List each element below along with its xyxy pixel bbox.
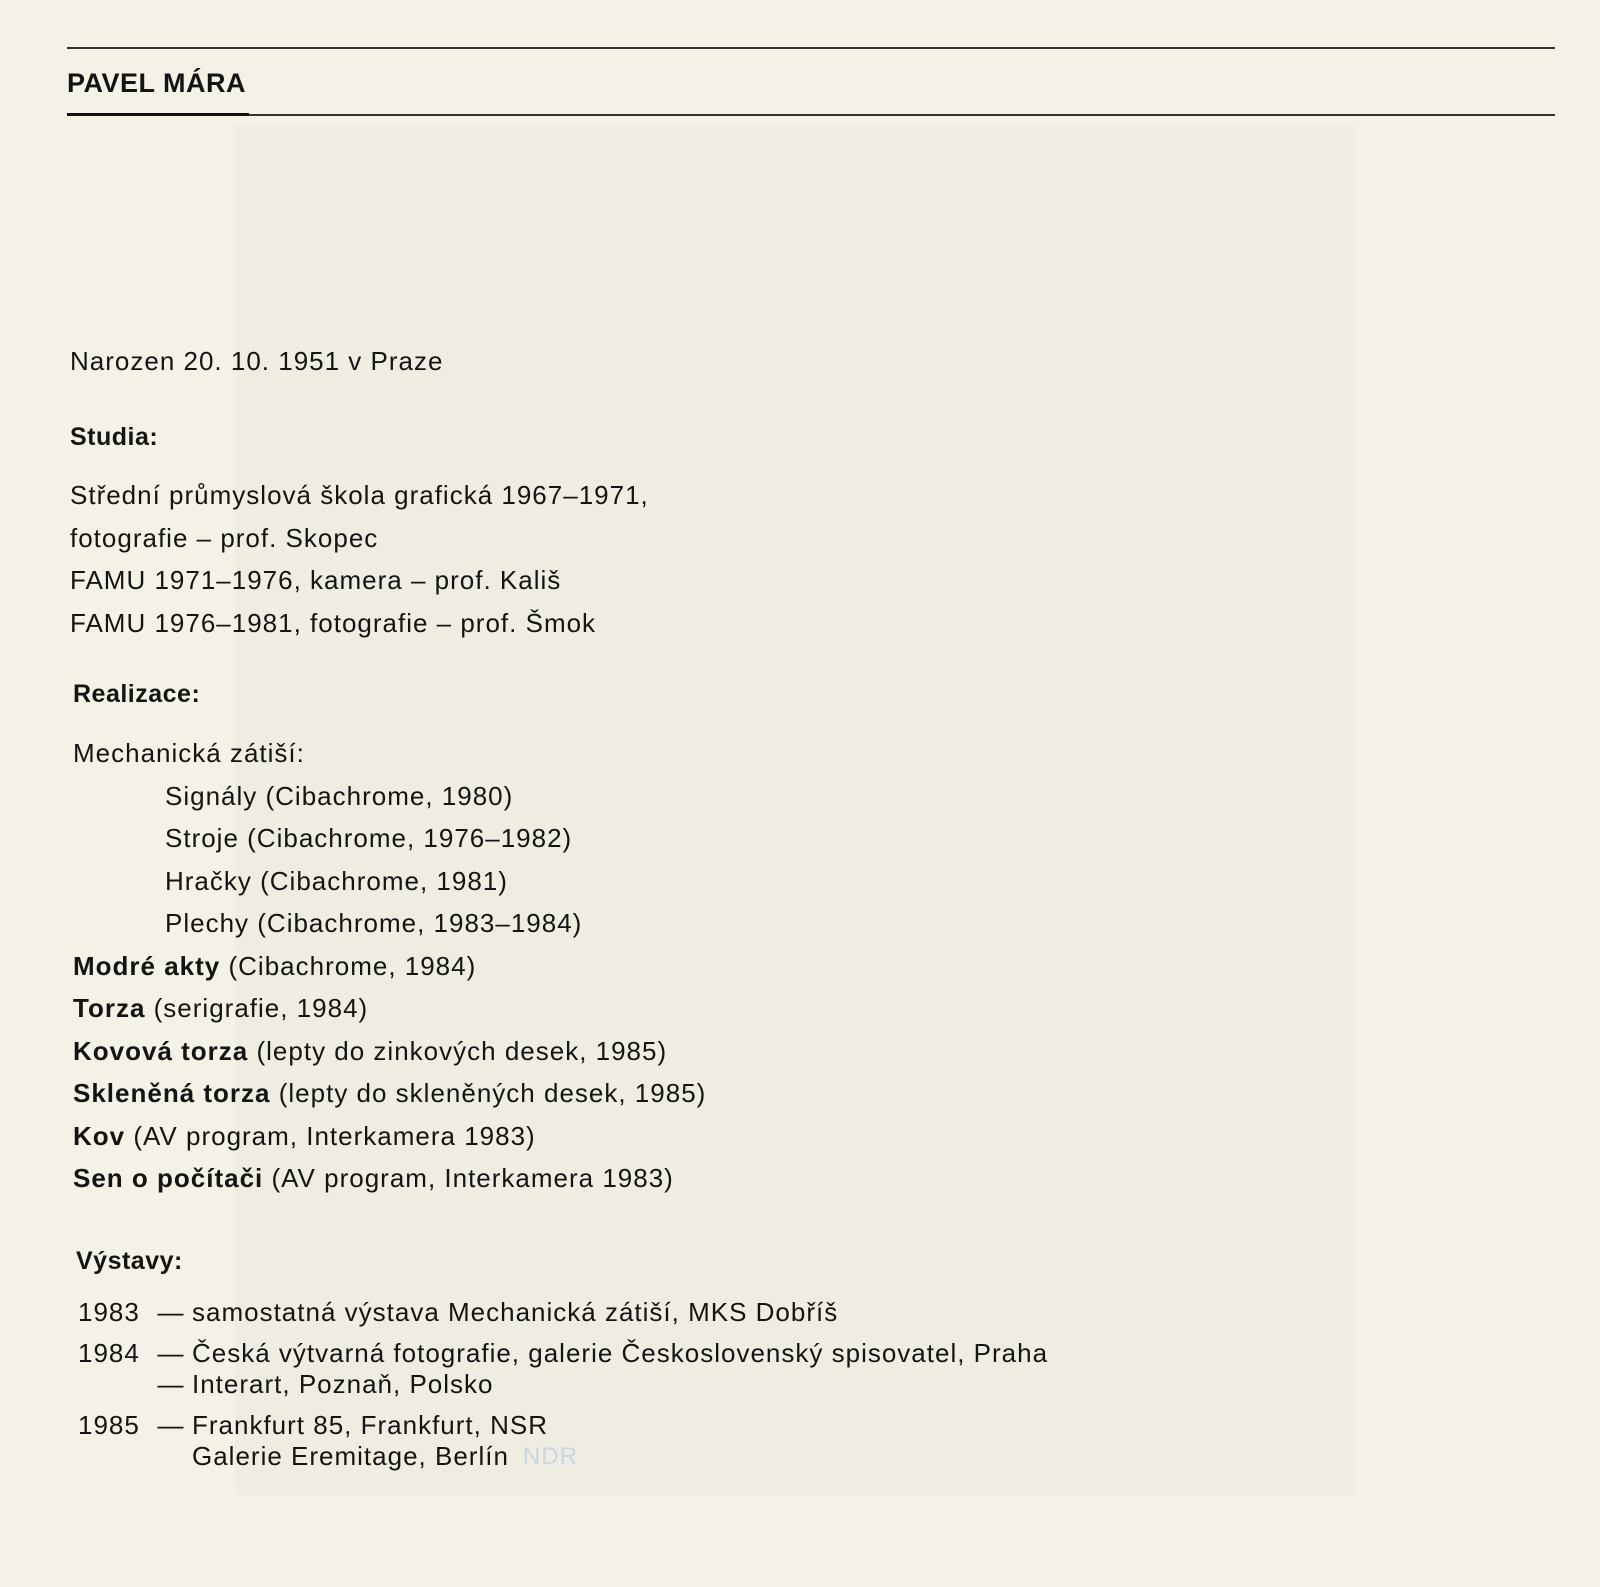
realizace-item-title: Modré akty	[73, 950, 221, 981]
realizace-item-detail: (AV program, Interkamera 1983)	[263, 1163, 674, 1193]
realizace-item-detail: (Cibachrome, 1984)	[220, 950, 477, 981]
realizace-item-title: Kovová torza	[73, 1035, 249, 1066]
vystavy-entry	[78, 1338, 1048, 1400]
vystavy-text: samostatná výstava Mechanická zátiší, MKS Dobříš	[192, 1297, 839, 1327]
vystavy-year: 1983	[78, 1297, 140, 1327]
bottom-rule-accent	[67, 113, 249, 116]
studia-line: Střední průmyslová škola grafická 1967–1971,	[70, 480, 649, 510]
vystavy-list	[78, 1297, 1048, 1482]
vystavy-heading: Výstavy:	[76, 1247, 183, 1275]
realizace-sub-item: Hračky (Cibachrome, 1981)	[165, 865, 508, 896]
realizace-group-title: Mechanická zátiší:	[73, 738, 305, 768]
vystavy-year: 1984	[78, 1338, 140, 1368]
realizace-item	[73, 1030, 706, 1073]
realizace-item-detail: (lepty do skleněných desek, 1985)	[270, 1078, 707, 1108]
vystavy-dash: —	[157, 1297, 185, 1327]
vystavy-text: Česká výtvarná fotografie, galerie Československý spisovatel, Praha	[192, 1338, 1049, 1368]
vystavy-dash	[150, 1441, 192, 1472]
top-rule	[67, 47, 1555, 49]
vystavy-dash: —	[157, 1369, 185, 1399]
studia-line: FAMU 1971–1976, kamera – prof. Kališ	[70, 565, 562, 595]
studia-list	[70, 474, 649, 644]
vystavy-text: Interart, Poznaň, Polsko	[192, 1369, 494, 1399]
realizace-item-detail: (lepty do zinkových desek, 1985)	[248, 1035, 668, 1066]
realizace-item	[73, 945, 706, 988]
vystavy-dash: —	[157, 1338, 185, 1368]
realizace-sub-item: Plechy (Cibachrome, 1983–1984)	[165, 908, 583, 938]
vystavy-text: Galerie Eremitage, Berlín	[192, 1441, 509, 1471]
realizace-item-title: Skleněná torza	[73, 1078, 271, 1108]
realizace-heading: Realizace:	[73, 680, 201, 708]
vystavy-year: 1985	[78, 1410, 140, 1440]
realizace-item-title: Sen o počítači	[73, 1163, 264, 1193]
realizace-list	[73, 732, 706, 1200]
bottom-rule	[67, 114, 1555, 116]
realizace-sub-item: Signály (Cibachrome, 1980)	[165, 780, 514, 811]
realizace-item-title: Torza	[73, 993, 146, 1023]
realizace-item	[73, 1115, 706, 1158]
vystavy-ghost-text: NDR	[522, 1443, 578, 1470]
vystavy-entry	[78, 1410, 1048, 1472]
realizace-item-title: Kov	[73, 1120, 126, 1151]
vystavy-entry	[78, 1297, 1048, 1328]
realizace-sub-item: Stroje (Cibachrome, 1976–1982)	[165, 823, 573, 853]
birth-info: Narozen 20. 10. 1951 v Praze	[70, 346, 444, 376]
realizace-item	[73, 1157, 706, 1200]
vystavy-text: Frankfurt 85, Frankfurt, NSR	[192, 1410, 548, 1440]
realizace-item	[73, 1072, 706, 1115]
vystavy-dash: —	[157, 1410, 185, 1440]
author-name: PAVEL MÁRA	[67, 68, 247, 98]
studia-line: fotografie – prof. Skopec	[70, 522, 379, 553]
realizace-item	[73, 987, 706, 1030]
realizace-item-detail: (serigrafie, 1984)	[145, 993, 369, 1023]
realizace-item-detail: (AV program, Interkamera 1983)	[125, 1120, 536, 1151]
studia-heading: Studia:	[70, 423, 159, 451]
studia-line: FAMU 1976–1981, fotografie – prof. Šmok	[70, 607, 597, 638]
